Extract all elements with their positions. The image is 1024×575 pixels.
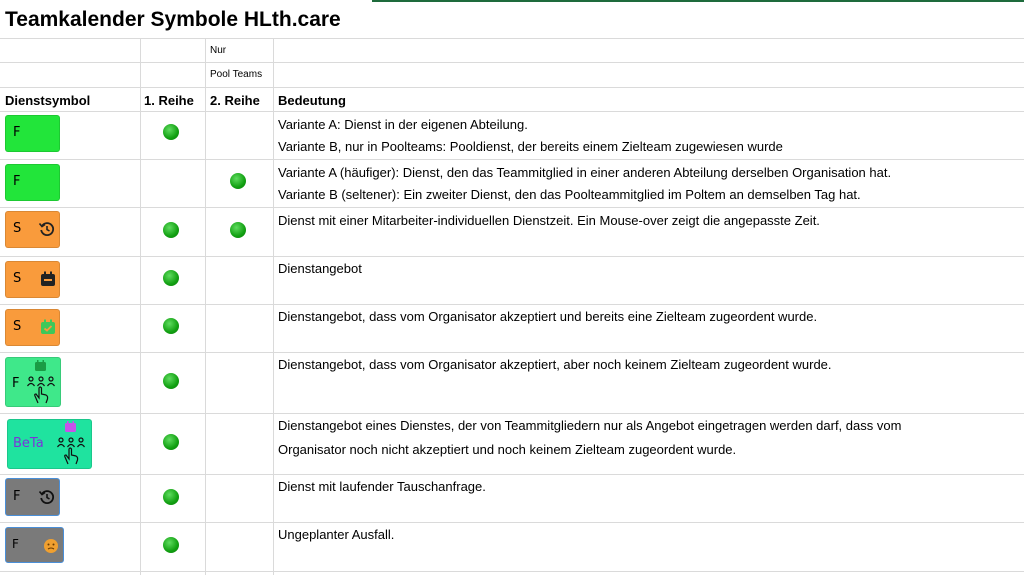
clock-history-icon xyxy=(38,488,56,506)
shift-symbol-label: F xyxy=(13,125,21,140)
shift-symbol-label: F xyxy=(13,174,21,189)
shift-symbol-tile xyxy=(7,419,92,469)
header-reihe-2: 2. Reihe xyxy=(210,93,260,108)
row2-indicator-dot xyxy=(230,173,246,189)
row2-indicator-dot xyxy=(230,222,246,238)
shift-symbol-label: BeTa xyxy=(13,436,44,451)
calendar-team-pointer-icon xyxy=(24,360,60,406)
row1-indicator-dot xyxy=(163,270,179,286)
grid-line xyxy=(205,38,206,575)
description-line: Ungeplanter Ausfall. xyxy=(278,527,395,542)
grid-line xyxy=(0,304,1024,305)
shift-symbol-tile xyxy=(5,115,60,152)
description-line: Dienstangebot xyxy=(278,261,362,276)
grid-line xyxy=(0,474,1024,475)
shift-symbol-tile xyxy=(5,211,60,248)
row1-indicator-dot xyxy=(163,318,179,334)
sheet-title: Teamkalender Symbole HLth.care xyxy=(5,8,341,31)
description-line: Organisator noch nicht akzeptiert und noch keinem Zielteam zugeordent wurde. xyxy=(278,442,737,457)
shift-symbol-tile xyxy=(5,261,60,298)
grid-line xyxy=(0,571,1024,572)
row1-indicator-dot xyxy=(163,124,179,140)
description-line: Dienst mit laufender Tauschanfrage. xyxy=(278,479,486,494)
sick-face-icon xyxy=(43,538,59,554)
description-line: Variante B (seltener): Ein zweiter Dienst, den das Poolteammitglied im Poltem an demselben Tag hat. xyxy=(278,187,861,202)
shift-symbol-label: F xyxy=(12,376,20,391)
shift-symbol-label: F xyxy=(13,489,21,504)
shift-symbol-label: F xyxy=(12,537,19,551)
description-line: Dienst mit einer Mitarbeiter-individuellen Dienstzeit. Ein Mouse-over zeigt die angepasste Zeit. xyxy=(278,213,820,228)
grid-line xyxy=(0,352,1024,353)
description-line: Variante B, nur in Poolteams: Pooldienst, der bereits einem Zielteam zugewiesen wurde xyxy=(278,139,783,154)
calendar-team-pointer-icon xyxy=(54,421,90,467)
row1-indicator-dot xyxy=(163,434,179,450)
row1-indicator-dot xyxy=(163,537,179,553)
grid-line xyxy=(0,62,1024,63)
grid-line xyxy=(0,207,1024,208)
description-line: Variante A: Dienst in der eigenen Abteilung. xyxy=(278,117,528,132)
grid-line xyxy=(0,159,1024,160)
row1-indicator-dot xyxy=(163,373,179,389)
grid-line xyxy=(140,38,141,575)
description-line: Dienstangebot eines Dienstes, der von Teammitgliedern nur als Angebot eingetragen werden darf, dass vom xyxy=(278,418,902,433)
shift-symbol-label: S xyxy=(13,319,22,334)
description-line: Dienstangebot, dass vom Organisator akzeptiert, aber noch keinem Zielteam zugeordent wurde. xyxy=(278,357,832,372)
shift-symbol-tile xyxy=(5,478,60,516)
grid-line xyxy=(273,38,274,575)
grid-line xyxy=(0,413,1024,414)
header-dienstsymbol: Dienstsymbol xyxy=(5,93,91,108)
shift-symbol-label: S xyxy=(13,271,22,286)
pool-teams-note-line1: Nur xyxy=(210,45,227,56)
pool-teams-note-line2: Pool Teams xyxy=(210,69,263,80)
description-line: Dienstangebot, dass vom Organisator akzeptiert und bereits eine Zielteam zugeordent wurde. xyxy=(278,309,818,324)
header-bedeutung: Bedeutung xyxy=(278,93,346,108)
clock-history-icon xyxy=(38,220,56,238)
row1-indicator-dot xyxy=(163,489,179,505)
grid-line xyxy=(0,256,1024,257)
header-reihe-1: 1. Reihe xyxy=(144,93,194,108)
calendar-check-icon xyxy=(39,318,57,336)
shift-symbol-tile xyxy=(5,309,60,346)
shift-symbol-tile xyxy=(5,357,61,407)
shift-symbol-label: S xyxy=(13,221,22,236)
grid-line xyxy=(0,111,1024,112)
sheet-top-accent-line xyxy=(372,0,1024,2)
grid-line xyxy=(0,522,1024,523)
description-line: Variante A (häufiger): Dienst, den das Teammitglied in einer anderen Abteilung derselben Organisation hat. xyxy=(278,165,892,180)
grid-line xyxy=(0,87,1024,88)
calendar-icon xyxy=(39,270,57,288)
row1-indicator-dot xyxy=(163,222,179,238)
shift-symbol-tile xyxy=(5,164,60,201)
shift-symbol-tile xyxy=(5,527,64,563)
grid-line xyxy=(0,38,1024,39)
